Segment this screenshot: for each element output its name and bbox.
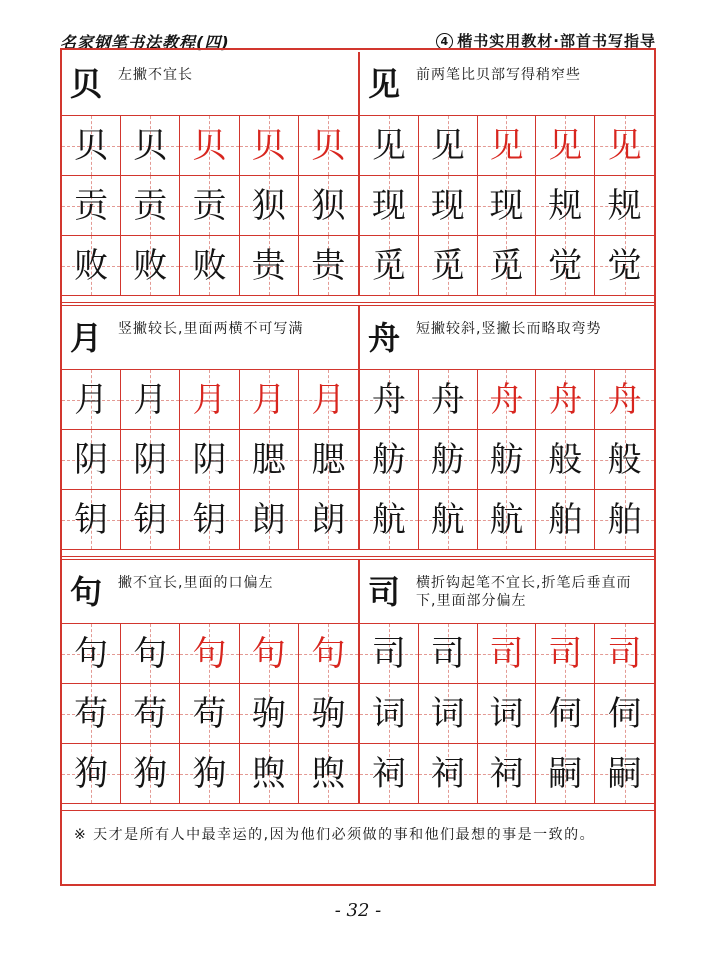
character-cell <box>478 176 537 236</box>
character-cell <box>240 236 299 296</box>
practice-character: 句 <box>74 634 109 674</box>
character-cell <box>419 236 478 296</box>
trace-character-cell <box>595 116 654 176</box>
character-cell <box>121 744 180 804</box>
page-header <box>60 26 656 50</box>
character-cell <box>62 176 121 236</box>
practice-character: 觅 <box>371 246 406 286</box>
practice-character: 腮 <box>251 440 286 480</box>
practice-character: 伺 <box>548 694 583 734</box>
character-cell <box>595 236 654 296</box>
practice-character: 见 <box>371 126 406 166</box>
chapter-title-text: 楷书实用教材·部首书写指导 <box>457 32 656 50</box>
character-cell <box>180 744 239 804</box>
practice-character: 现 <box>489 186 524 226</box>
practice-character: 狗 <box>192 754 227 794</box>
practice-grid <box>62 624 358 804</box>
practice-character: 见 <box>430 126 465 166</box>
practice-character: 贝 <box>311 126 346 166</box>
practice-character: 航 <box>489 500 524 540</box>
practice-character: 苟 <box>192 694 227 734</box>
character-cell <box>419 430 478 490</box>
practice-character: 驹 <box>311 694 346 734</box>
practice-character: 贝 <box>192 126 227 166</box>
character-cell <box>121 116 180 176</box>
radical-block <box>62 52 654 296</box>
practice-character: 司 <box>548 634 583 674</box>
character-cell <box>299 236 358 296</box>
radical-panel-left <box>62 306 358 550</box>
practice-character: 舫 <box>371 440 406 480</box>
character-cell <box>360 430 419 490</box>
practice-character: 觉 <box>607 246 642 286</box>
practice-character: 钥 <box>133 500 168 540</box>
character-cell <box>299 430 358 490</box>
practice-character: 阴 <box>133 440 168 480</box>
radical-note: 横折钩起笔不宜长,折笔后垂直而下,里面部分偏左 <box>416 575 632 609</box>
character-cell <box>180 176 239 236</box>
trace-character-cell <box>595 624 654 684</box>
practice-character: 月 <box>251 380 286 420</box>
trace-character-cell <box>478 624 537 684</box>
character-cell <box>62 370 121 430</box>
character-cell <box>360 176 419 236</box>
practice-character: 贡 <box>74 186 109 226</box>
practice-character: 贡 <box>133 186 168 226</box>
character-cell <box>536 430 595 490</box>
radical-character: 见 <box>368 65 401 103</box>
character-cell <box>240 176 299 236</box>
character-cell <box>419 624 478 684</box>
practice-grid <box>360 370 654 550</box>
trace-character-cell <box>536 624 595 684</box>
character-cell <box>180 490 239 550</box>
practice-character: 贝 <box>74 126 109 166</box>
book-title: 名家钢笔书法教程(四) <box>60 33 230 52</box>
radical-header <box>62 560 358 624</box>
character-cell <box>299 684 358 744</box>
character-cell <box>360 236 419 296</box>
trace-character-cell <box>536 370 595 430</box>
practice-character: 舫 <box>430 440 465 480</box>
practice-character: 舫 <box>489 440 524 480</box>
practice-character: 句 <box>192 634 227 674</box>
practice-character: 现 <box>371 186 406 226</box>
trace-character-cell <box>299 370 358 430</box>
character-cell <box>180 236 239 296</box>
practice-character: 贵 <box>311 246 346 286</box>
character-cell <box>62 116 121 176</box>
practice-character: 月 <box>311 380 346 420</box>
character-cell <box>536 236 595 296</box>
practice-character: 阴 <box>74 440 109 480</box>
trace-character-cell <box>180 370 239 430</box>
character-cell <box>180 684 239 744</box>
character-cell <box>419 490 478 550</box>
practice-character: 狈 <box>311 186 346 226</box>
practice-character: 觉 <box>548 246 583 286</box>
practice-grid <box>360 624 654 804</box>
block-top-border <box>62 305 654 306</box>
radical-block <box>62 306 654 550</box>
radical-panel-left <box>62 52 358 296</box>
trace-character-cell <box>478 370 537 430</box>
practice-character: 朗 <box>311 500 346 540</box>
practice-character: 月 <box>133 380 168 420</box>
practice-character: 月 <box>192 380 227 420</box>
block-separator <box>62 556 654 557</box>
practice-character: 贝 <box>133 126 168 166</box>
practice-character: 词 <box>489 694 524 734</box>
trace-character-cell <box>180 624 239 684</box>
practice-character: 舟 <box>371 380 406 420</box>
character-cell <box>62 430 121 490</box>
radical-panel-right <box>358 306 654 550</box>
trace-character-cell <box>240 624 299 684</box>
character-cell <box>240 490 299 550</box>
practice-character: 舟 <box>548 380 583 420</box>
radical-block <box>62 560 654 804</box>
practice-character: 般 <box>607 440 642 480</box>
practice-character: 觅 <box>430 246 465 286</box>
practice-character: 贡 <box>192 186 227 226</box>
radical-header <box>360 52 654 116</box>
character-cell <box>299 490 358 550</box>
practice-character: 舟 <box>430 380 465 420</box>
radical-note: 撇不宜长,里面的口偏左 <box>118 575 274 591</box>
practice-character: 航 <box>371 500 406 540</box>
radical-note: 短撇较斜,竖撇长而略取弯势 <box>416 321 602 337</box>
practice-character: 狈 <box>251 186 286 226</box>
practice-character: 句 <box>251 634 286 674</box>
radical-note: 前两笔比贝部写得稍窄些 <box>416 67 581 83</box>
practice-character: 驹 <box>251 694 286 734</box>
character-cell <box>62 624 121 684</box>
practice-character: 航 <box>430 500 465 540</box>
character-cell <box>536 744 595 804</box>
character-cell <box>419 744 478 804</box>
practice-character: 贝 <box>251 126 286 166</box>
trace-character-cell <box>595 370 654 430</box>
radical-character: 司 <box>368 573 401 611</box>
character-cell <box>478 490 537 550</box>
practice-character: 句 <box>133 634 168 674</box>
practice-character: 词 <box>371 694 406 734</box>
practice-character: 朗 <box>251 500 286 540</box>
character-cell <box>240 430 299 490</box>
character-cell <box>419 116 478 176</box>
character-cell <box>360 370 419 430</box>
practice-character: 祠 <box>430 754 465 794</box>
practice-character: 狗 <box>74 754 109 794</box>
trace-character-cell <box>299 624 358 684</box>
practice-character: 煦 <box>251 754 286 794</box>
practice-character: 舟 <box>607 380 642 420</box>
practice-character: 见 <box>548 126 583 166</box>
character-cell <box>62 684 121 744</box>
radical-header <box>360 306 654 370</box>
character-cell <box>595 744 654 804</box>
character-cell <box>299 176 358 236</box>
practice-character: 规 <box>607 186 642 226</box>
practice-character: 司 <box>607 634 642 674</box>
practice-character: 钥 <box>192 500 227 540</box>
character-cell <box>180 430 239 490</box>
character-cell <box>299 744 358 804</box>
practice-sheet <box>60 48 656 886</box>
practice-character: 苟 <box>133 694 168 734</box>
practice-character: 现 <box>430 186 465 226</box>
character-cell <box>419 684 478 744</box>
practice-character: 见 <box>489 126 524 166</box>
practice-character: 祠 <box>371 754 406 794</box>
character-cell <box>478 430 537 490</box>
practice-character: 伺 <box>607 694 642 734</box>
character-cell <box>62 744 121 804</box>
practice-grid <box>62 370 358 550</box>
practice-character: 祠 <box>489 754 524 794</box>
trace-character-cell <box>240 370 299 430</box>
character-cell <box>360 490 419 550</box>
practice-character: 舶 <box>607 500 642 540</box>
practice-character: 钥 <box>74 500 109 540</box>
trace-character-cell <box>240 116 299 176</box>
character-cell <box>360 684 419 744</box>
character-cell <box>360 116 419 176</box>
radical-panel-left <box>62 560 358 804</box>
radical-character: 月 <box>70 319 103 357</box>
practice-character: 嗣 <box>607 754 642 794</box>
practice-character: 腮 <box>311 440 346 480</box>
radical-header <box>62 52 358 116</box>
practice-character: 司 <box>371 634 406 674</box>
practice-character: 败 <box>133 246 168 286</box>
practice-character: 舟 <box>489 380 524 420</box>
character-cell <box>595 430 654 490</box>
practice-character: 规 <box>548 186 583 226</box>
practice-character: 嗣 <box>548 754 583 794</box>
block-separator <box>62 810 654 811</box>
trace-character-cell <box>536 116 595 176</box>
radical-character: 贝 <box>70 65 103 103</box>
practice-character: 煦 <box>311 754 346 794</box>
character-cell <box>360 744 419 804</box>
character-cell <box>62 236 121 296</box>
character-cell <box>478 684 537 744</box>
character-cell <box>419 370 478 430</box>
character-cell <box>121 624 180 684</box>
trace-character-cell <box>180 116 239 176</box>
radical-note: 竖撇较长,里面两横不可写满 <box>118 321 304 337</box>
practice-character: 苟 <box>74 694 109 734</box>
character-cell <box>121 176 180 236</box>
radical-panel-right <box>358 52 654 296</box>
character-cell <box>121 684 180 744</box>
character-cell <box>595 684 654 744</box>
character-cell <box>419 176 478 236</box>
practice-character: 败 <box>74 246 109 286</box>
practice-character: 词 <box>430 694 465 734</box>
radical-note: 左撇不宜长 <box>118 67 193 83</box>
character-cell <box>121 370 180 430</box>
practice-character: 狗 <box>133 754 168 794</box>
footer-quote: ※ 天才是所有人中最幸运的,因为他们必须做的事和他们最想的事是一致的。 <box>74 827 596 843</box>
character-cell <box>536 176 595 236</box>
character-cell <box>595 176 654 236</box>
practice-grid <box>62 116 358 296</box>
radical-panel-right <box>358 560 654 804</box>
practice-character: 觅 <box>489 246 524 286</box>
radical-character: 舟 <box>368 319 401 357</box>
radical-header <box>360 560 654 624</box>
character-cell <box>536 490 595 550</box>
radical-character: 句 <box>70 573 103 611</box>
character-cell <box>121 236 180 296</box>
practice-character: 舶 <box>548 500 583 540</box>
practice-character: 司 <box>430 634 465 674</box>
character-cell <box>478 236 537 296</box>
trace-character-cell <box>299 116 358 176</box>
character-cell <box>360 624 419 684</box>
character-cell <box>478 744 537 804</box>
block-separator <box>62 302 654 303</box>
character-cell <box>595 490 654 550</box>
practice-character: 般 <box>548 440 583 480</box>
page-number: - 32 - <box>334 900 382 921</box>
character-cell <box>240 684 299 744</box>
character-cell <box>240 744 299 804</box>
radical-header <box>62 306 358 370</box>
trace-character-cell <box>478 116 537 176</box>
practice-character: 败 <box>192 246 227 286</box>
practice-character: 贵 <box>251 246 286 286</box>
practice-character: 句 <box>311 634 346 674</box>
character-cell <box>121 430 180 490</box>
practice-character: 月 <box>74 380 109 420</box>
practice-character: 阴 <box>192 440 227 480</box>
practice-character: 司 <box>489 634 524 674</box>
block-top-border <box>62 559 654 560</box>
practice-character: 见 <box>607 126 642 166</box>
practice-grid <box>360 116 654 296</box>
character-cell <box>62 490 121 550</box>
character-cell <box>536 684 595 744</box>
chapter-number-badge: 4 <box>436 33 453 50</box>
character-cell <box>121 490 180 550</box>
